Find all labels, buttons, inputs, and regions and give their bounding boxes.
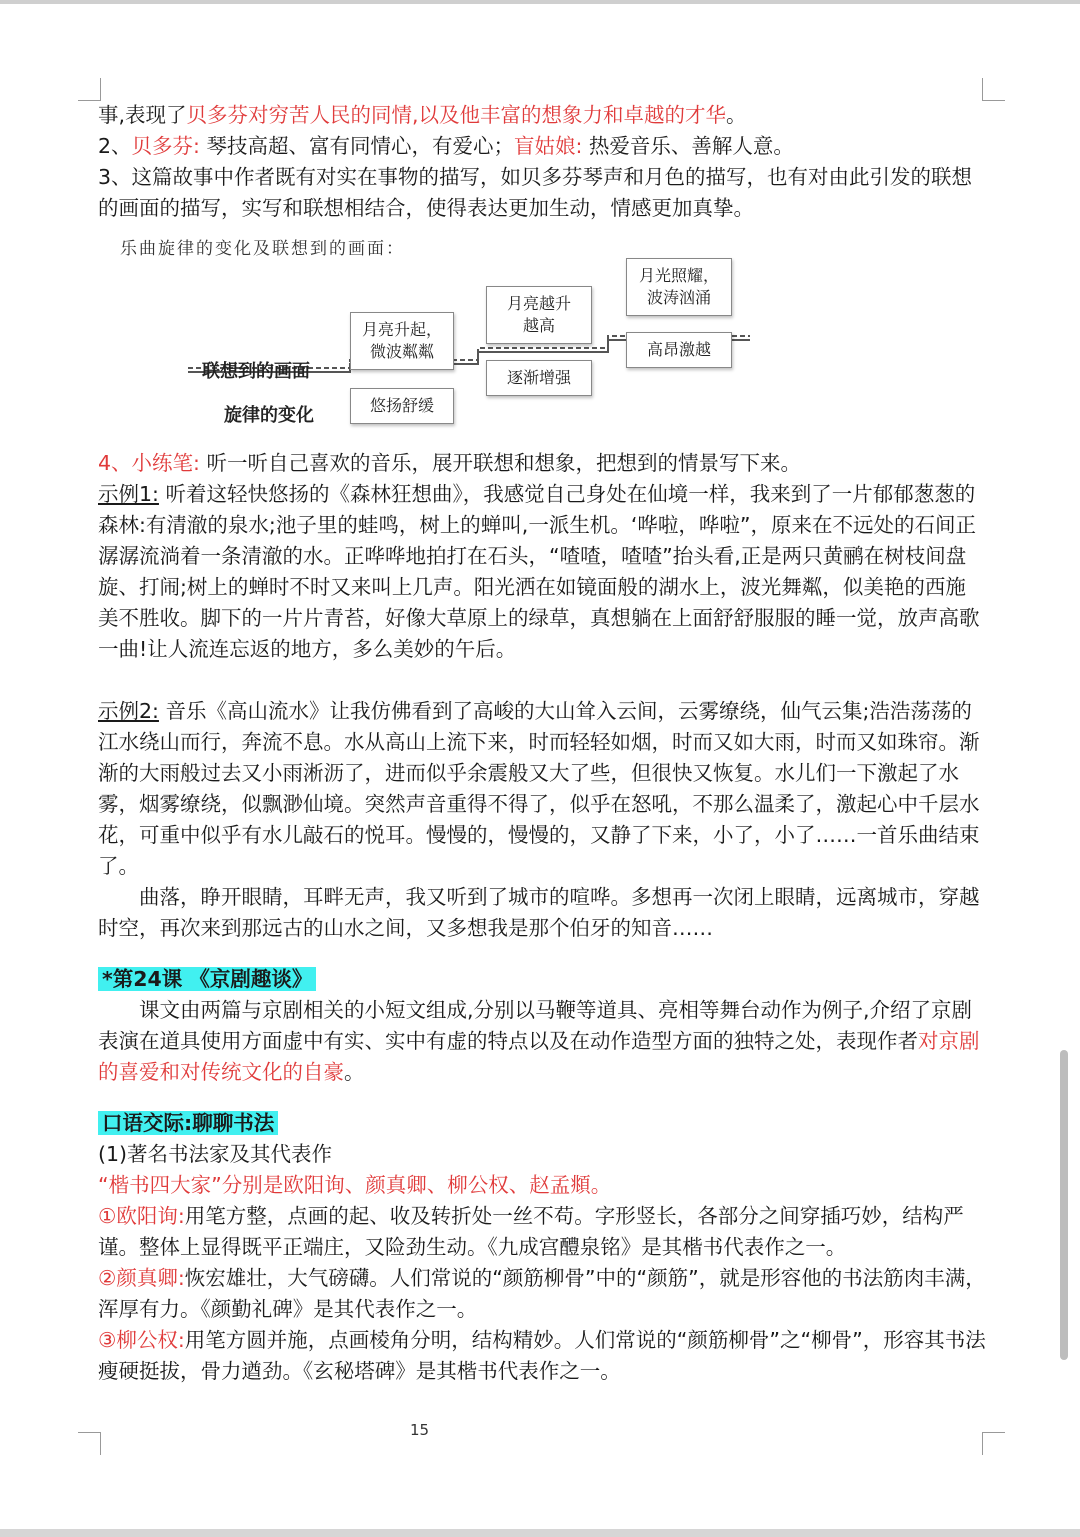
diagram-title: 乐曲旋律的变化及联想到的画面：: [120, 239, 405, 259]
paragraph-3: 3、这篇故事中作者既有对实在事物的描写，如贝多芬琴声和月色的描写，也有对由此引发的联想的画面的描写，实写和联想相结合，使得表达更加生动，情感更加真挚。: [98, 165, 973, 220]
four-masters: “楷书四大家”分别是欧阳询、颜真卿、柳公权、赵孟頫。: [98, 1173, 612, 1197]
calligrapher-1: ①欧阳询:用笔方整，点画的起、收及转折处一丝不苟。字形竖长，各部分之间穿插巧妙，结构严谨。整体上显得既平正端庄，又险劲生动。《九成宫醴泉铭》是其楷书代表作之一。: [98, 1204, 964, 1259]
paragraph-2: 2、贝多芬: 琴技高超、富有同情心，有爱心；盲姑娘: 热爱音乐、善解人意。: [98, 134, 794, 158]
crop-mark-top-left: [78, 78, 101, 101]
picture-box-3: 月光照耀， 波涛汹涌: [626, 258, 732, 316]
melody-box-1: 悠扬舒缓: [350, 388, 454, 424]
example-2: 示例2: 音乐《高山流水》让我仿佛看到了高峻的大山耸入云间，云雾缭绕，仙气云集;浩浩荡荡的江水绕山而行，奔流不息。水从高山上流下来，时而轻轻如烟，时而又如大雨，时而又如珠帘。渐渐的大雨般过去又小雨淅沥了，进而似乎余震般又大了些，但很快又恢复。水儿们一下激起了水雾，烟雾缭绕，似飘渺仙境。突然声音重得不得了，似乎在怒吼，不那么温柔了，激起心中千层水花，可重中似乎有水儿敲石的悦耳。慢慢的，慢慢的，又静了下来，小了，小了……一首乐曲结束了。: [98, 699, 980, 878]
oral-subheading: (1)著名书法家及其代表作: [98, 1142, 333, 1166]
example-2-ending: 曲落，睁开眼睛，耳畔无声，我又听到了城市的喧哗。多想再一次闭上眼睛，远离城市，穿越时空，再次来到那远古的山水之间，又多想我是那个伯牙的知音……: [98, 885, 980, 940]
calligrapher-2: ②颜真卿:恢宏雄壮，大气磅礴。人们常说的“颜筋柳骨”中的“颜筋”，就是形容他的书法筋肉丰满，浑厚有力。《颜勤礼碑》是其代表作之一。: [98, 1266, 986, 1321]
crop-mark-top-right: [982, 78, 1005, 101]
calligrapher-3: ③柳公权:用笔方圆并施，点画棱角分明，结构精妙。人们常说的“颜筋柳骨”之“柳骨”，形容其书法瘦硬挺拔，骨力遒劲。《玄秘塔碑》是其楷书代表作之一。: [98, 1328, 986, 1383]
page-number: 15: [410, 1421, 430, 1439]
lesson-24-heading: *第24课 《京剧趣谈》: [98, 964, 986, 995]
picture-box-1: 月亮升起， 微波粼粼: [350, 312, 454, 370]
bottom-edge: [0, 1529, 1080, 1537]
crop-mark-bottom-left: [78, 1432, 101, 1455]
melody-box-2: 逐渐增强: [486, 360, 592, 396]
top-edge: [0, 0, 1080, 4]
scrollbar-thumb[interactable]: [1060, 1050, 1068, 1360]
paragraph-1: 事,表现了贝多芬对穷苦人民的同情,以及他丰富的想象力和卓越的才华。: [98, 103, 747, 127]
crop-mark-bottom-right: [982, 1432, 1005, 1455]
highlight-red: 贝多芬对穷苦人民的同情,以及他丰富的想象力和卓越的才华: [186, 103, 727, 127]
lesson-24-text: 课文由两篇与京剧相关的小短文组成,分别以马鞭等道具、亮相等舞台动作为例子,介绍了京剧表演在道具使用方面虚中有实、实中有虚的特点以及在动作造型方面的独特之处，表现作者对京剧的喜爱和对传统文化的自豪。: [98, 998, 980, 1084]
example-1: 示例1: 听着这轻快悠扬的《森林狂想曲》，我感觉自己身处在仙境一样，我来到了一片郁郁葱葱的森林:有清澈的泉水;池子里的蛙鸣，树上的蝉叫,一派生机。‘哗啦，哗啦”，原来在不远处的石间正潺潺流淌着一条清澈的水。正哗哗地拍打在石头，“喳喳，喳喳”抬头看,正是两只黄鹂在树枝间盘旋、打闹;树上的蝉时不时又来叫上几声。阳光洒在如镜面般的湖水上，波光舞粼，似美艳的西施美不胜收。脚下的一片片青苔，好像大草原上的绿草，真想躺在上面舒舒服服的睡一觉，放声高歌一曲!让人流连忘返的地方，多么美妙的午后。: [98, 482, 980, 661]
practice-line: 4、小练笔: 听一听自己喜欢的音乐，展开联想和想象，把想到的情景写下来。: [98, 451, 801, 475]
label-melody-change: 旋律的变化: [224, 405, 314, 426]
melody-box-3: 高昂激越: [626, 332, 732, 368]
document-body: [98, 100, 986, 1387]
melody-diagram: [98, 232, 986, 440]
label-imagined-picture: 联想到的画面: [202, 361, 310, 382]
oral-heading: 口语交际:聊聊书法: [98, 1108, 986, 1139]
picture-box-2: 月亮越升 越高: [486, 286, 592, 344]
